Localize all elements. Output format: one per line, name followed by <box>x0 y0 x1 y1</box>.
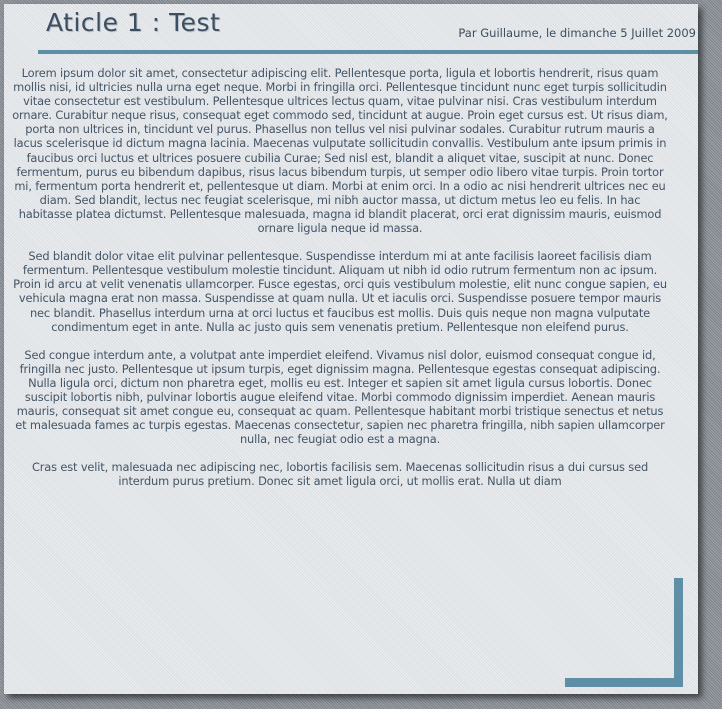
article-title: Aticle 1 : Test <box>46 8 221 37</box>
article-paragraph: Sed blandit dolor vitae elit pulvinar pellentesque. Suspendisse interdum mi at ante facilisis laoreet facilisis diam fermentum. Pellentesque vestibulum molestie tincidunt. Aliquam ut nibh id odio rutrum fermentum non ac ipsum. Proin id arcu at velit venenatis ullamcorper. Fusce egestas, orci quis vestibulum molestie, elit nunc congue sapien, eu vehicula magna erat non massa. Suspendisse at quam nulla. Ut et iaculis orci. Suspendisse posuere tempor mauris nec blandit. Phasellus interdum urna at orci luctus et faucibus est mollis. Duis quis neque non magna vulputate condimentum eget in ante. Nulla ac justo quis sem venenatis pretium. Pellentesque non eleifend purus. <box>13 249 667 334</box>
article-paragraph: Cras est velit, malesuada nec adipiscing nec, lobortis facilisis sem. Maecenas sollicitudin risus a dui cursus sed interdum purus pretium. Donec sit amet ligula orci, ut mollis erat. Nulla ut diam <box>31 460 649 489</box>
article-body <box>12 66 668 503</box>
article-paragraph: Lorem ipsum dolor sit amet, consectetur adipiscing elit. Pellentesque porta, ligula et lobortis hendrerit, risus quam mollis nisi, id ultricies nulla urna eget neque. Morbi in fringilla orci. Pellentesque tincidunt nunc eget turpis sollicitudin vitae consectetur est vestibulum. Pellentesque ultrices lectus quam, vitae pulvinar nisi. Cras vestibulum interdum ornare. Curabitur neque risus, consequat eget commodo sed, tincidunt at augue. Proin eget cursus est. Ut risus diam, porta non ultrices in, tincidunt vel purus. Phasellus non tellus vel nisi pulvinar sodales. Curabitur rutrum mauris a lacus scelerisque id dictum magna lacinia. Maecenas vulputate sollicitudin convallis. Vestibulum ante ipsum primis in faucibus orci luctus et ultrices posuere cubilia Curae; Sed nisl est, blandit a aliquet vitae, suscipit at nunc. Donec fermentum, purus eu bibendum dapibus, risus lacus bibendum turpis, ut semper odio libero vitae turpis. Proin tortor mi, fermentum porta hendrerit et, pellentesque ut diam. Morbi at enim orci. In a odio ac nisi hendrerit ultrices nec eu diam. Sed blandit, lectus nec feugiat scelerisque, mi nibh auctor massa, ut dictum metus leo eu felis. In hac habitasse platea dictumst. Pellentesque malesuada, magna id blandit placerat, orci erat dignissim mauris, euismod ornare ligula neque id massa. <box>12 66 668 236</box>
article-header <box>38 4 698 54</box>
corner-decoration-vertical <box>674 578 683 684</box>
article-byline: Par Guillaume, le dimanche 5 Juillet 2009 <box>458 26 696 40</box>
corner-decoration-horizontal <box>565 678 683 687</box>
article-paragraph: Sed congue interdum ante, a volutpat ante imperdiet eleifend. Vivamus nisl dolor, euismod consequat congue id, fringilla nec justo. Pellentesque ut ipsum turpis, eget dignissim magna. Pellentesque egestas consequat adipiscing. Nulla ligula orci, dictum non pharetra eget, mollis eu est. Integer et sapien sit amet ligula cursus lobortis. Donec suscipit lobortis nibh, pulvinar lobortis augue eleifend vitae. Morbi commodo dignissim imperdiet. Aenean mauris mauris, consequat sit amet congue eu, consequat ac quam. Pellentesque habitant morbi tristique senectus et netus et malesuada fames ac turpis egestas. Maecenas consectetur, sapien nec pharetra fringilla, nibh sapien ullamcorper nulla, nec feugiat odio est a magna. <box>15 347 665 447</box>
article-card <box>4 4 698 694</box>
